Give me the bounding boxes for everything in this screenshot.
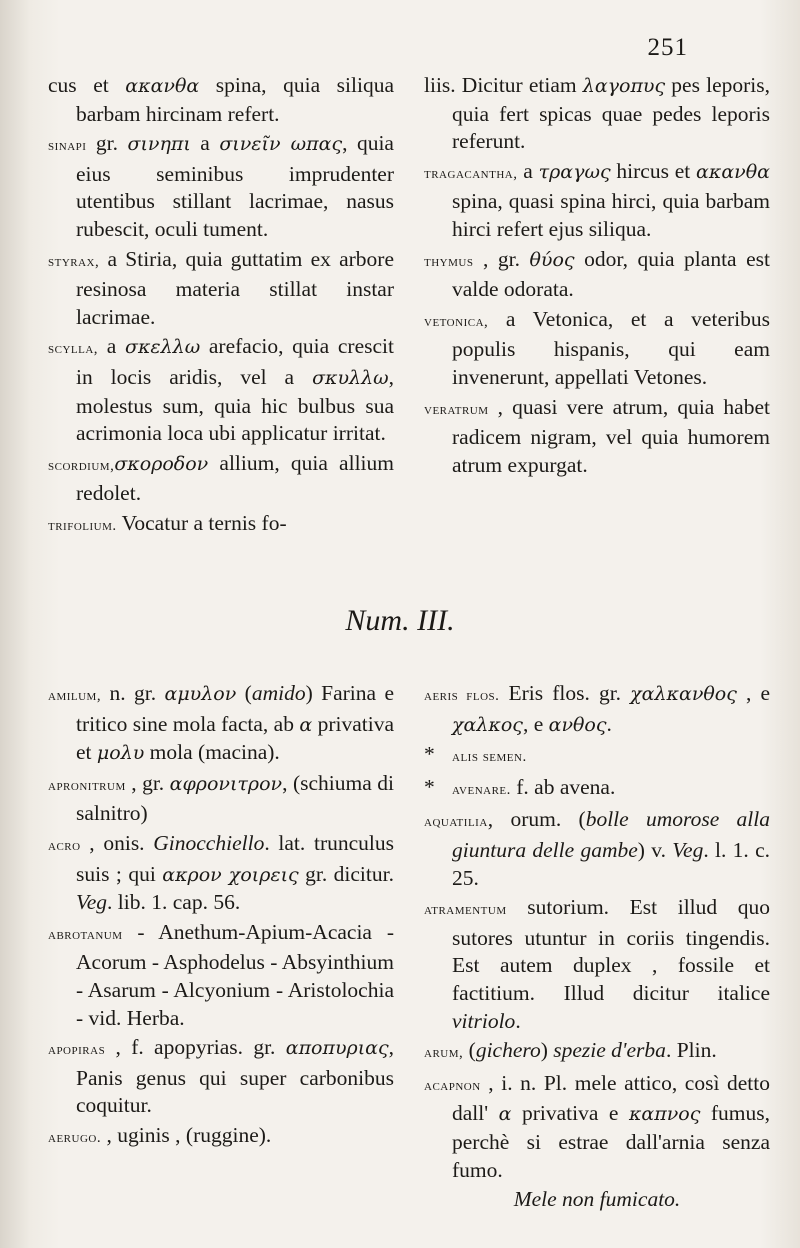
- headword: aerugo.: [48, 1129, 102, 1146]
- glossary-entry: [424, 1186, 770, 1214]
- entry-text: , i. n. Pl. mele attico, così detto dall': [452, 1070, 770, 1126]
- top-left-column: [48, 72, 394, 543]
- italic-gloss: spezie d'erba: [553, 1038, 666, 1063]
- entry-text: , quasi vere atrum, quia habet radicem nigram, vel quia humorem atrum expurgat.: [452, 394, 770, 477]
- glossary-entry: [424, 1037, 770, 1068]
- greek-word: αποπυριας: [285, 1037, 389, 1060]
- asterisk-marker: *: [424, 774, 435, 799]
- entry-text: (: [236, 681, 252, 705]
- headword: aquatilia: [424, 814, 488, 831]
- bottom-right-column: [424, 680, 770, 1216]
- greek-word: μολυ: [96, 742, 145, 765]
- entry-text: . lib. 1. cap. 56.: [107, 890, 241, 915]
- glossary-entry: [424, 894, 770, 1035]
- headword: acro: [48, 837, 81, 854]
- glossary-entry: [424, 774, 770, 805]
- glossary-entry: [424, 158, 770, 244]
- entry-text: gr.: [86, 131, 128, 156]
- entry-text: . Plin.: [665, 1038, 717, 1063]
- greek-word: ακανθα: [125, 75, 200, 97]
- entry-text: , uginis , (ruggine).: [101, 1122, 272, 1147]
- headword: apronitrum: [48, 777, 126, 794]
- headword: abrotanum: [48, 926, 123, 943]
- entry-text: , orum. (: [487, 807, 586, 832]
- entry-text: sutorium. Est illud quo sutores utuntur in coriis tingendis. Est autem duplex , fossile et factitium. Illud dicitur italice: [452, 895, 770, 1005]
- greek-word: χαλκανθος: [630, 683, 737, 705]
- page-number: 251: [647, 34, 688, 61]
- entry-text: privativa et: [76, 711, 394, 765]
- greek-word: λαγοπυς: [582, 75, 666, 97]
- entry-text: , quia eius seminibus imprudenter utentibus stillant lacrimae, nasus rubescit, oculi tument.: [76, 131, 394, 241]
- glossary-entry: [48, 333, 394, 447]
- entry-text: .: [515, 1008, 521, 1033]
- entry-text: privativa e: [511, 1101, 629, 1126]
- entry-text: n. gr.: [101, 681, 165, 705]
- italic-gloss: Ginocchiello: [153, 830, 265, 855]
- headword: tragacantha,: [424, 165, 518, 182]
- greek-word: καπνος: [628, 1103, 701, 1126]
- headword: avenare.: [452, 781, 511, 798]
- greek-word: σινηπι: [127, 133, 191, 156]
- greek-word: ανθος: [548, 713, 607, 736]
- entry-text: a Vetonica, et a veteribus populis hispanis, qui eam invenerunt, appellati Vetones.: [452, 306, 770, 389]
- glossary-entry: [48, 450, 394, 508]
- entry-text: spina, quasi spina hirci, quia barbam hirci refert ejus siliqua.: [452, 189, 770, 241]
- entry-text: - Anethum-Apium-Acacia - Acorum - Asphodelus - Absyinthium - Asarum - Alcyonium - Aristolochia - vid. Herba.: [76, 919, 394, 1030]
- headword: styrax,: [48, 253, 100, 270]
- entry-text: fumus, perchè si estrae dall'arnia senza fumo.: [452, 1101, 770, 1182]
- greek-word: αμυλον: [164, 683, 237, 705]
- entry-text: a: [190, 131, 220, 156]
- glossary-entry: [424, 741, 770, 772]
- entry-text: , f. apopyrias. gr.: [105, 1035, 286, 1060]
- greek-word: σκοροδον: [114, 452, 209, 475]
- greek-word: θύος: [529, 248, 575, 271]
- glossary-entry: [48, 1034, 394, 1120]
- headword: alis semen.: [452, 749, 527, 766]
- headword: apopiras: [48, 1042, 106, 1059]
- entry-text: gr. dicitur.: [298, 861, 394, 886]
- italic-gloss: amido: [251, 681, 306, 705]
- entry-text: ): [540, 1038, 554, 1063]
- asterisk-marker: *: [424, 742, 435, 767]
- glossary-entry: [48, 830, 394, 917]
- glossary-entry: [424, 306, 770, 392]
- entry-text: f. ab avena.: [510, 774, 616, 799]
- italic-gloss: gichero: [475, 1038, 541, 1063]
- entry-text: . lat. trunculus suis ; qui: [76, 830, 394, 886]
- entry-text: liis. Dicitur etiam: [424, 73, 583, 97]
- greek-word: σκελλω: [124, 336, 201, 359]
- greek-word: χαλκος: [452, 713, 523, 736]
- headword: vetonica,: [424, 313, 489, 330]
- entry-text: spina, quia siliqua barbam hircinam refert.: [76, 73, 394, 126]
- greek-word: ακανθα: [696, 160, 770, 183]
- glossary-entry: [424, 72, 770, 156]
- entry-text: , Panis genus qui super carbonibus coquitur.: [76, 1035, 394, 1118]
- entry-text: mola (macina).: [144, 740, 280, 765]
- entry-text: .: [606, 711, 612, 736]
- bottom-left-column: [48, 680, 394, 1155]
- entry-text: , e: [736, 681, 770, 705]
- entry-text: a Stiria, quia guttatim ex arbore resinosa materia stillat instar lacrimae.: [76, 246, 394, 329]
- entry-text: cus et: [48, 73, 126, 97]
- glossary-entry: [48, 770, 394, 828]
- entry-text: , (schiuma di salnitro): [76, 770, 394, 826]
- headword: acapnon: [424, 1077, 481, 1094]
- glossary-entry: [424, 1070, 770, 1184]
- entry-text: pes leporis, quia fert spicas quae pedes leporis referunt.: [452, 73, 770, 154]
- entry-text: , gr.: [473, 246, 530, 271]
- greek-word: α: [498, 1103, 512, 1126]
- headword: thymus: [424, 253, 474, 270]
- italic-gloss: vitriolo: [452, 1008, 516, 1033]
- headword: atramentum: [424, 902, 507, 919]
- headword: amilum,: [48, 688, 102, 704]
- headword: scylla,: [48, 341, 99, 358]
- glossary-entry: [48, 246, 394, 332]
- entry-text: , e: [522, 711, 549, 736]
- glossary-entry: [48, 1122, 394, 1153]
- greek-word: σινεῖν ωπας: [219, 133, 343, 156]
- greek-word: α: [299, 713, 313, 736]
- entry-text: hircus et: [610, 158, 697, 183]
- greek-word: τραγως: [538, 160, 611, 183]
- headword: veratrum: [424, 401, 489, 418]
- italic-gloss: Veg: [76, 890, 108, 915]
- glossary-entry: [48, 680, 394, 768]
- glossary-entry: [48, 510, 394, 541]
- glossary-entry: [424, 246, 770, 304]
- entry-text: , onis.: [80, 830, 154, 855]
- entry-text: (: [463, 1038, 476, 1063]
- entry-text: ) v.: [637, 837, 673, 862]
- entry-text: odor, quia planta est valde odorata.: [452, 246, 770, 302]
- entry-text: ) Farina e tritico sine mola facta, ab: [76, 681, 394, 736]
- entry-text: allium, quia allium redolet.: [76, 450, 394, 506]
- headword: sinapi: [48, 138, 87, 155]
- headword: aeris flos.: [424, 688, 500, 704]
- glossary-entry: [424, 680, 770, 739]
- glossary-entry: [424, 394, 770, 480]
- entry-text: Vocatur a ternis fo-: [116, 510, 287, 535]
- glossary-entry: [48, 130, 394, 243]
- entry-text: Eris flos. gr.: [499, 681, 631, 705]
- entry-text: . l. 1. c. 25.: [452, 837, 770, 890]
- glossary-entry: [48, 72, 394, 128]
- greek-word: αφρονιτρον: [169, 772, 283, 795]
- italic-gloss: bolle umorose alla giuntura delle gambe: [452, 807, 770, 862]
- headword: trifolium.: [48, 517, 117, 534]
- glossary-entry: [424, 806, 770, 892]
- headword: arum,: [424, 1045, 464, 1062]
- entry-text: , molestus sum, quia hic bulbus sua acrimonia loca ubi applicatur irritat.: [76, 364, 394, 446]
- entry-text: a: [517, 158, 539, 183]
- glossary-entry: [48, 919, 394, 1032]
- entry-text: , gr.: [125, 770, 170, 795]
- top-right-column: [424, 72, 770, 481]
- entry-text: a: [98, 334, 125, 359]
- section-heading: Num. III.: [345, 604, 455, 637]
- headword: scordium,: [48, 457, 115, 474]
- greek-word: σκυλλω: [312, 366, 389, 389]
- entry-text: arefacio, quia crescit in locis aridis, vel a: [76, 334, 394, 389]
- italic-gloss: Veg: [672, 837, 704, 862]
- italic-gloss: Mele non fumicato.: [513, 1187, 681, 1212]
- greek-word: ακρον χοιρεις: [162, 863, 299, 886]
